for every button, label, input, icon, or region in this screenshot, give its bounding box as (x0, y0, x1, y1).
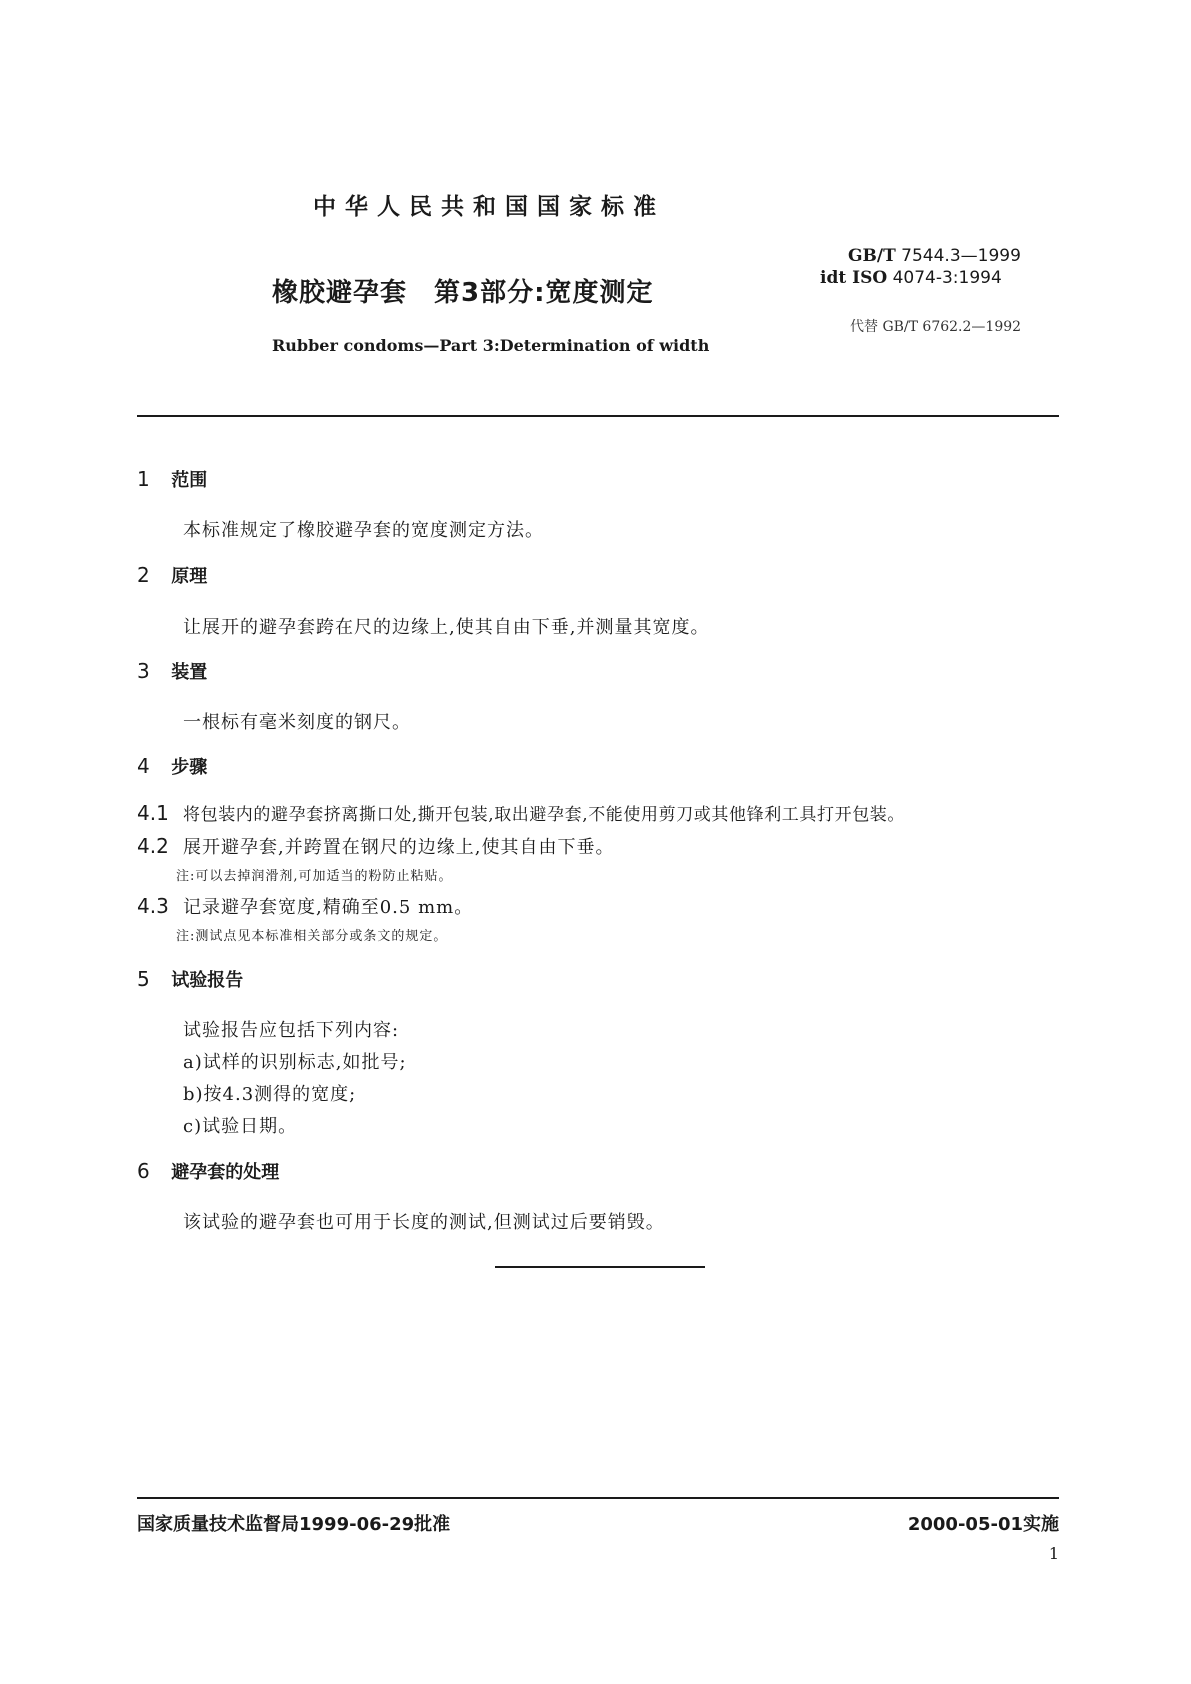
identical-iso-code (820, 268, 1002, 288)
section-5-intro: 试验报告应包括下列内容: (183, 1020, 400, 1041)
idt-number: 4074-3:1994 (892, 268, 1002, 288)
header-divider (137, 415, 1059, 417)
clause-4-1-number: 4.1 (137, 801, 169, 825)
clause-4-2-number: 4.2 (137, 834, 169, 858)
report-item-a: a)试样的识别标志,如批号; (183, 1052, 407, 1073)
clause-4-1-text: 将包装内的避孕套挤离撕口处,撕开包装,取出避孕套,不能使用剪刀或其他锋利工具打开包装。 (183, 805, 906, 825)
section-2-text: 让展开的避孕套跨在尺的边缘上,使其自由下垂,并测量其宽度。 (183, 617, 710, 638)
section-6-title: 避孕套的处理 (171, 1162, 280, 1183)
section-6-text: 该试验的避孕套也可用于长度的测试,但测试过后要销毁。 (183, 1212, 665, 1233)
section-3-number: 3 (137, 659, 150, 683)
section-5-heading (137, 966, 243, 992)
section-2-title: 原理 (171, 566, 208, 587)
section-3-title: 装置 (171, 662, 208, 683)
section-4-heading (137, 753, 207, 779)
standard-code (848, 246, 1021, 266)
section-6-heading (137, 1158, 279, 1184)
clause-4-3-note: 注:测试点见本标准相关部分或条文的规定。 (176, 929, 448, 944)
section-3-heading (137, 658, 207, 684)
section-1-text: 本标准规定了橡胶避孕套的宽度测定方法。 (183, 520, 544, 541)
section-1-heading (137, 466, 207, 492)
idt-prefix: idt ISO (820, 268, 888, 288)
clause-4-1 (137, 800, 905, 825)
national-standard-title: 中华人民共和国国家标准 (313, 194, 665, 220)
document-title-en: Rubber condoms—Part 3:Determination of width (272, 336, 710, 355)
page-number: 1 (1048, 1544, 1059, 1563)
clause-4-3 (137, 893, 473, 919)
clause-4-3-number: 4.3 (137, 894, 169, 918)
replaces-standard: 代替 GB/T 6762.2—1992 (850, 319, 1022, 335)
end-of-text-rule (495, 1266, 705, 1268)
section-3-text: 一根标有毫米刻度的钢尺。 (183, 712, 411, 733)
section-5-number: 5 (137, 967, 150, 991)
document-title-zh: 橡胶避孕套 第3部分:宽度测定 (272, 278, 654, 308)
clause-4-2 (137, 833, 614, 859)
section-5-title: 试验报告 (171, 970, 244, 991)
standard-code-prefix: GB/T (848, 246, 896, 266)
standard-code-number: 7544.3—1999 (901, 246, 1021, 266)
report-item-c: c)试验日期。 (183, 1116, 298, 1137)
clause-4-3-text: 记录避孕套宽度,精确至0.5 mm。 (183, 897, 474, 918)
section-2-number: 2 (137, 563, 150, 587)
report-item-b: b)按4.3测得的宽度; (183, 1084, 357, 1105)
section-2-heading (137, 562, 207, 588)
section-1-number: 1 (137, 467, 150, 491)
footer-divider (137, 1497, 1059, 1499)
implementation-date: 2000-05-01实施 (907, 1514, 1059, 1535)
clause-4-2-note: 注:可以去掉润滑剂,可加适当的粉防止粘贴。 (176, 869, 453, 884)
section-4-number: 4 (137, 754, 150, 778)
clause-4-2-text: 展开避孕套,并跨置在钢尺的边缘上,使其自由下垂。 (183, 837, 615, 858)
section-4-title: 步骤 (171, 757, 208, 778)
section-6-number: 6 (137, 1159, 150, 1183)
approval-info: 国家质量技术监督局1999-06-29批准 (137, 1514, 451, 1535)
section-1-title: 范围 (171, 470, 208, 491)
